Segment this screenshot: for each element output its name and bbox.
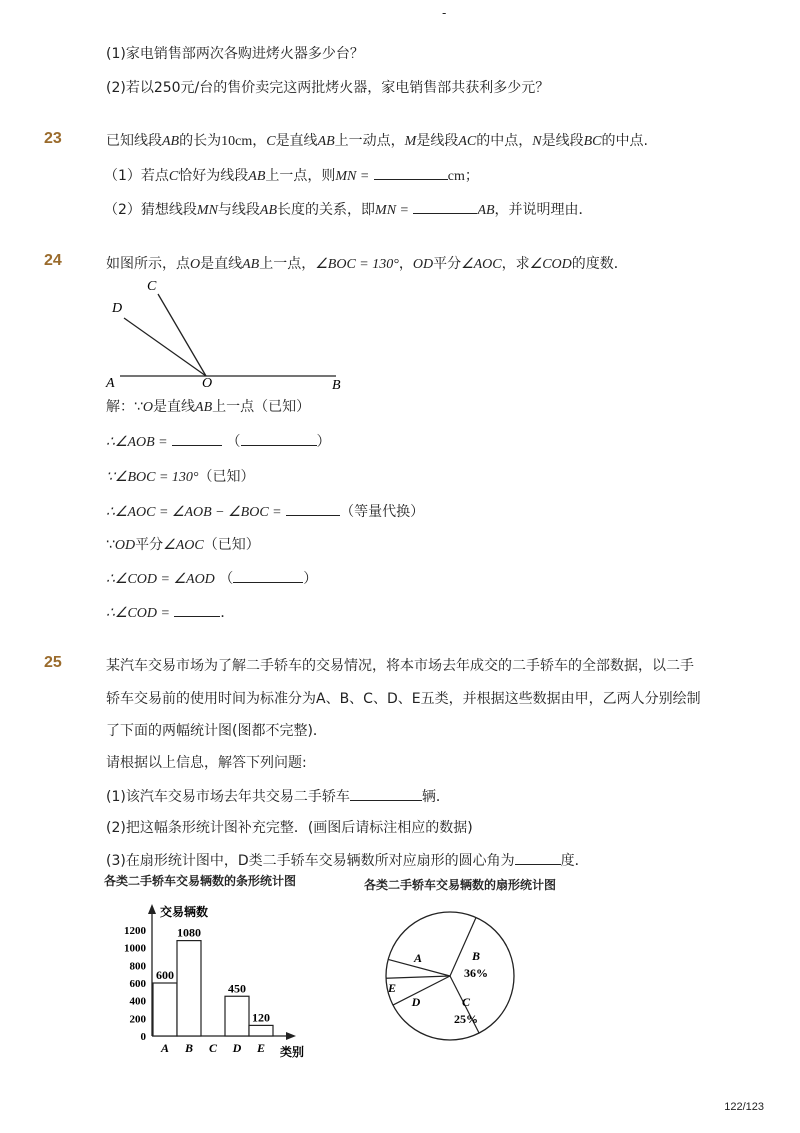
q23-blank-1[interactable]: [374, 165, 448, 180]
header-mark: -: [442, 6, 447, 20]
q24-blank-4[interactable]: [233, 568, 303, 583]
q25-line-3: 了下面的两幅统计图(图都不完整)．: [106, 723, 327, 739]
q24-blank-1[interactable]: [172, 431, 222, 446]
q25-blank-2[interactable]: [515, 850, 561, 865]
y-axis-arrow: [148, 904, 156, 914]
q24-step-6: ∴∠COD = ∠AOD （ ）: [106, 568, 317, 590]
angle-figure: [100, 276, 360, 396]
x-tick-label: E: [256, 1041, 266, 1055]
bar-D: [225, 996, 249, 1036]
ray-od: [124, 318, 206, 376]
q23-part2: （2）猜想线段MN与线段AB长度的关系，即MN = AB，并说明理由．: [104, 199, 593, 221]
y-tick-label: 600: [129, 978, 146, 990]
x-axis-label: 类别: [280, 1045, 305, 1059]
q24-step-5: ∵OD平分∠AOC（已知）: [106, 537, 260, 553]
pie-label-d: D: [411, 995, 421, 1009]
q24-stem: 如图所示，点O是直线AB上一点，∠BOC = 130°，OD平分∠AOC，求∠COD的度数．: [106, 256, 628, 272]
pie-chart-title: 各类二手轿车交易辆数的扇形统计图: [364, 878, 557, 892]
q24-step-3: ∵∠BOC = 130°（已知）: [106, 469, 255, 485]
pie-label-e: E: [387, 981, 397, 995]
y-tick-label: 1200: [124, 925, 146, 937]
q23-part1: （1）若点C恰好为线段AB上一点，则MN = cm；: [104, 165, 479, 187]
label-b: B: [332, 378, 341, 393]
q25-line-2: 轿车交易前的使用时间为标准分为A、B、C、D、E五类，并根据这些数据由甲，乙两人分别绘制: [106, 691, 701, 707]
bar-A: [153, 983, 177, 1036]
pie-chart: [376, 908, 526, 1048]
page-number: 122/123: [724, 1101, 764, 1113]
y-axis-label: 交易辆数: [160, 905, 209, 919]
pie-percent-b: 36%: [464, 966, 488, 980]
q24-blank-2[interactable]: [241, 431, 317, 446]
bar-B: [177, 941, 201, 1036]
q24-step-7: ∴∠COD = ．: [106, 602, 234, 624]
q23-blank-2[interactable]: [413, 199, 477, 214]
pie-percent-c: 25%: [454, 1012, 478, 1026]
q25-line-4: 请根据以上信息，解答下列问题:: [106, 755, 307, 771]
bar-data-label: 450: [228, 981, 246, 996]
x-tick-label: D: [232, 1041, 242, 1055]
pie-label-a: A: [413, 951, 423, 965]
x-tick-label: A: [160, 1041, 170, 1055]
question-number-23: 23: [44, 130, 62, 147]
question-number-25: 25: [44, 654, 62, 671]
bar-data-label: 600: [156, 968, 174, 982]
pie-label-b: B: [471, 949, 481, 963]
pie-label-c: C: [461, 995, 471, 1009]
y-tick-label: 0: [140, 1031, 146, 1043]
q22-part2: (2)若以250元/台的售价卖完这两批烤火器，家电销售部共获利多少元？: [106, 80, 550, 96]
bar-chart: [100, 900, 320, 1060]
ray-oc: [158, 294, 206, 376]
q25-blank-1[interactable]: [350, 786, 422, 801]
x-tick-label: B: [184, 1041, 194, 1055]
bar-chart-title: 各类二手轿车交易辆数的条形统计图: [104, 874, 297, 888]
q24-step-2: ∴∠AOB = （ ）: [106, 431, 331, 453]
q25-part3: (3)在扇形统计图中，D类二手轿车交易辆数所对应扇形的圆心角为 度．: [106, 850, 589, 871]
q23-stem: 已知线段AB的长为10cm，C是直线AB上一动点，M是线段AC的中点，N是线段BC的中点.: [106, 133, 648, 149]
label-c: C: [147, 279, 157, 294]
bar-data-label: 120: [252, 1010, 270, 1025]
label-a: A: [106, 376, 115, 391]
bar-data-label: 1080: [177, 925, 201, 940]
x-tick-label: C: [208, 1041, 218, 1055]
q24-blank-3[interactable]: [286, 501, 340, 516]
label-d: D: [112, 301, 123, 316]
q25-part1: (1)该汽车交易市场去年共交易二手轿车 辆．: [106, 786, 450, 807]
y-tick-label: 200: [129, 1013, 146, 1026]
q22-part1: (1)家电销售部两次各购进烤火器多少台？: [106, 46, 364, 62]
y-tick-label: 800: [129, 960, 146, 973]
bar-E: [249, 1025, 273, 1036]
q24-step-4: ∴∠AOC = ∠AOB − ∠BOC = （等量代换）: [106, 501, 424, 523]
q25-line-1: 某汽车交易市场为了解二手轿车的交易情况，将本市场去年成交的二手轿车的全部数据，以二手: [106, 658, 694, 674]
x-axis-arrow: [286, 1032, 296, 1040]
label-o: O: [202, 376, 213, 391]
y-tick-label: 400: [129, 995, 146, 1008]
q24-step-1: 解：∵O是直线AB上一点（已知）: [106, 399, 311, 415]
q25-part2: (2)把这幅条形统计图补充完整．(画图后请标注相应的数据): [106, 820, 473, 836]
q24-blank-5[interactable]: [174, 602, 220, 617]
y-tick-label: 1000: [124, 942, 146, 955]
question-number-24: 24: [44, 252, 62, 269]
